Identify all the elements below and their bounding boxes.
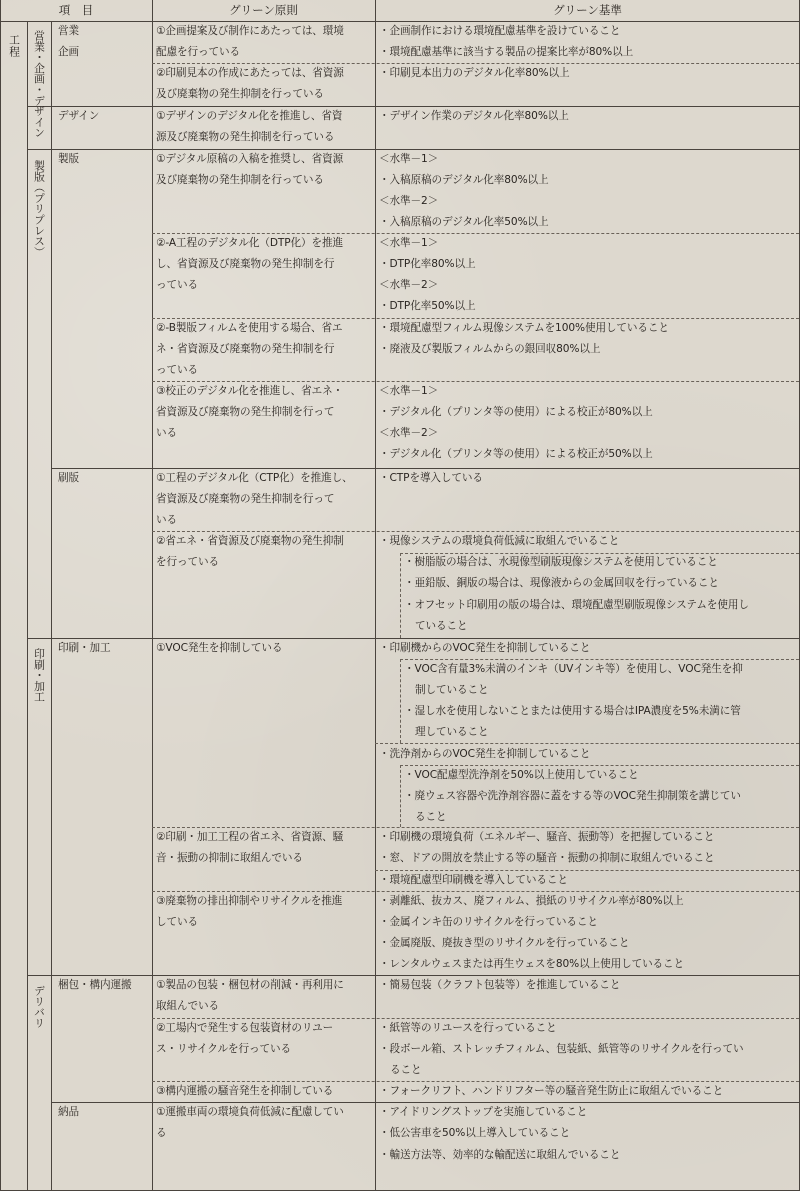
principle-line: 取組んでいる bbox=[156, 1000, 219, 1012]
standard-subline: ・湿し水を使用しないことまたは使用する場合はIPA濃度を5%未満に管 bbox=[404, 705, 741, 717]
principle-line: ①デザインのデジタル化を推進し、省資 bbox=[156, 110, 343, 122]
standard-line: ・環境配慮基準に該当する製品の提案比率が80%以上 bbox=[379, 46, 634, 58]
standard-line: ・レンタルウェスまたは再生ウェスを80%以上使用していること bbox=[379, 958, 685, 970]
principle-line: いる bbox=[156, 427, 177, 439]
standard-line: ・印刷機の環境負荷（エネルギー、騒音、振動等）を把握していること bbox=[379, 831, 715, 843]
sub-eigyo: 営業 bbox=[58, 25, 79, 37]
standard-subline: ・樹脂版の場合は、水現像型刷版現像システムを使用していること bbox=[404, 556, 718, 568]
principle-line: ①デジタル原稿の入稿を推奨し、省資源 bbox=[156, 153, 344, 165]
standard-line: ・紙管等のリユースを行っていること bbox=[379, 1022, 557, 1034]
principle-line: っている bbox=[156, 279, 198, 291]
sub-nohin: 納品 bbox=[58, 1106, 79, 1118]
standard-subline: 制していること bbox=[415, 684, 489, 696]
sub-design: デザイン bbox=[58, 110, 100, 122]
principle-line: ②印刷見本の作成にあたっては、省資源 bbox=[156, 67, 344, 79]
standard-line: ること bbox=[390, 1064, 422, 1076]
grid-line bbox=[51, 21, 52, 1191]
nested-box bbox=[400, 765, 401, 827]
category-delivery: デリバリ bbox=[33, 985, 46, 1029]
standard-line: ・廃液及び製版フィルムからの銀回収80%以上 bbox=[379, 343, 601, 355]
category-process: 工程 bbox=[8, 34, 21, 58]
standard-line: ・デジタル化（プリンタ等の使用）による校正が50%以上 bbox=[379, 448, 653, 460]
principle-line: ①企画提案及び制作にあたっては、環境 bbox=[156, 25, 344, 37]
principle-line: 及び廃棄物の発生抑制を行っている bbox=[156, 174, 324, 186]
standard-line: ・洗浄剤からのVOC発生を抑制していること bbox=[379, 748, 591, 760]
standard-subline: ること bbox=[415, 811, 447, 823]
standard-line: ・剥離紙、抜カス、廃フィルム、損紙のリサイクル率が80%以上 bbox=[379, 895, 684, 907]
principle-line: ③構内運搬の騒音発生を抑制している bbox=[156, 1085, 334, 1097]
principle-line: ①製品の包装・梱包材の削減・再利用に bbox=[156, 979, 344, 991]
standard-line: ・デジタル化（プリンタ等の使用）による校正が80%以上 bbox=[379, 406, 653, 418]
standard-line: ・金属廃版、廃抜き型のリサイクルを行っていること bbox=[379, 937, 630, 949]
standard-line: ・窓、ドアの開放を禁止する等の騒音・振動の抑制に取組んでいること bbox=[379, 852, 715, 864]
standard-line: ＜水準－2＞ bbox=[379, 427, 439, 439]
standard-line: ・入稿原稿のデジタル化率80%以上 bbox=[379, 174, 549, 186]
principle-line: ②-B製版フィルムを使用する場合、省エ bbox=[156, 322, 343, 334]
principle-line: ②-A工程のデジタル化（DTP化）を推進 bbox=[156, 237, 344, 249]
grid-line bbox=[152, 0, 153, 1191]
standard-line: ・デザイン作業のデジタル化率80%以上 bbox=[379, 110, 569, 122]
standard-line: ・CTPを導入している bbox=[379, 472, 483, 484]
standard-line: ・入稿原稿のデジタル化率50%以上 bbox=[379, 216, 549, 228]
nested-box bbox=[400, 553, 401, 638]
principle-line: 配慮を行っている bbox=[156, 46, 240, 58]
standard-subline: 理していること bbox=[415, 726, 489, 738]
grid-line bbox=[375, 0, 376, 1191]
standard-line: ＜水準－1＞ bbox=[379, 237, 439, 249]
principle-line: いる bbox=[156, 514, 177, 526]
nested-box bbox=[400, 659, 401, 743]
standard-line: ・印刷見本出力のデジタル化率80%以上 bbox=[379, 67, 570, 79]
standard-line: ・環境配慮型フィルム現像システムを100%使用していること bbox=[379, 322, 669, 334]
standard-subline: ・VOC含有量3%未満のインキ（UVインキ等）を使用し、VOC発生を抑 bbox=[404, 663, 743, 675]
principle-line: している bbox=[156, 916, 198, 928]
standard-line: ・企画制作における環境配慮基準を設けていること bbox=[379, 25, 621, 37]
principle-line: を行っている bbox=[156, 556, 219, 568]
principle-line: ②印刷・加工工程の省エネ、省資源、騒 bbox=[156, 831, 344, 843]
principle-line: 省資源及び廃棄物の発生抑制を行って bbox=[156, 493, 335, 505]
standard-line: ・現像システムの環境負荷低減に取組んでいること bbox=[379, 535, 620, 547]
category-sales: 営業・企画・デザイン bbox=[33, 30, 46, 138]
principle-line: ①VOC発生を抑制している bbox=[156, 642, 283, 654]
standard-line: ・DTP化率80%以上 bbox=[379, 258, 476, 270]
principle-line: ネ・省資源及び廃棄物の発生抑制を行 bbox=[156, 343, 335, 355]
sub-surihan: 刷版 bbox=[58, 472, 79, 484]
principle-line: ②省エネ・省資源及び廃棄物の発生抑制 bbox=[156, 535, 344, 547]
principle-line: ①運搬車両の環境負荷低減に配慮してい bbox=[156, 1106, 344, 1118]
standard-line: ＜水準－1＞ bbox=[379, 385, 439, 397]
principle-line: 音・振動の抑制に取組んでいる bbox=[156, 852, 303, 864]
category-print: 印刷・加工 bbox=[33, 648, 46, 702]
grid-line bbox=[0, 0, 1, 1191]
standard-subline: ・VOC配慮型洗浄剤を50%以上使用していること bbox=[404, 769, 639, 781]
principle-line: っている bbox=[156, 364, 198, 376]
header-item: 項 目 bbox=[0, 0, 152, 22]
standard-line: ＜水準－2＞ bbox=[379, 279, 439, 291]
standard-line: ・フォークリフト、ハンドリフター等の騒音発生防止に取組んでいること bbox=[379, 1085, 724, 1097]
standard-line: ・輸送方法等、効率的な輸配送に取組んでいること bbox=[379, 1149, 621, 1161]
header-principle: グリーン原則 bbox=[152, 0, 375, 22]
standard-subline: ・廃ウェス容器や洗浄剤容器に蓋をする等のVOC発生抑制策を講じてい bbox=[404, 790, 741, 802]
standard-subline: ていること bbox=[415, 620, 468, 632]
sub-kikaku: 企画 bbox=[58, 46, 79, 58]
principle-line: ③校正のデジタル化を推進し、省エネ・ bbox=[156, 385, 344, 397]
principle-line: ス・リサイクルを行っている bbox=[156, 1043, 291, 1055]
grid-line bbox=[27, 21, 28, 1191]
header-standard: グリーン基準 bbox=[375, 0, 800, 22]
sub-seihan: 製版 bbox=[58, 153, 79, 165]
sub-konpo: 梱包・構内運搬 bbox=[58, 979, 132, 991]
standard-line: ・アイドリングストップを実施していること bbox=[379, 1106, 588, 1118]
standard-subline: ・亜鉛版、銅版の場合は、現像液からの金属回収を行っていること bbox=[404, 577, 719, 589]
sub-insatsu: 印刷・加工 bbox=[58, 642, 111, 654]
category-prepress: 製版（プリプレス） bbox=[33, 160, 46, 258]
standard-line: ・簡易包装（クラフト包装等）を推進していること bbox=[379, 979, 621, 991]
standard-line: ＜水準－1＞ bbox=[379, 153, 439, 165]
standard-line: ・印刷機からのVOC発生を抑制していること bbox=[379, 642, 591, 654]
standard-line: ・段ボール箱、ストレッチフィルム、包装紙、紙管等のリサイクルを行ってい bbox=[379, 1043, 744, 1055]
principle-line: し、省資源及び廃棄物の発生抑制を行 bbox=[156, 258, 335, 270]
principle-line: ②工場内で発生する包装資材のリユー bbox=[156, 1022, 334, 1034]
principle-line: ①工程のデジタル化（CTP化）を推進し、 bbox=[156, 472, 353, 484]
standard-line: ・DTP化率50%以上 bbox=[379, 300, 476, 312]
standard-line: ・金属インキ缶のリサイクルを行っていること bbox=[379, 916, 598, 928]
principle-line: 及び廃棄物の発生抑制を行っている bbox=[156, 88, 324, 100]
standard-line: ＜水準－2＞ bbox=[379, 195, 439, 207]
principle-line: る bbox=[156, 1127, 167, 1139]
standard-line: ・環境配慮型印刷機を導入していること bbox=[379, 874, 568, 886]
standard-subline: ・オフセット印刷用の版の場合は、環境配慮型刷版現像システムを使用し bbox=[404, 599, 749, 611]
principle-line: 源及び廃棄物の発生抑制を行っている bbox=[156, 131, 335, 143]
principle-line: ③廃棄物の排出抑制やリサイクルを推進 bbox=[156, 895, 343, 907]
principle-line: 省資源及び廃棄物の発生抑制を行って bbox=[156, 406, 335, 418]
standard-line: ・低公害車を50%以上導入していること bbox=[379, 1127, 571, 1139]
